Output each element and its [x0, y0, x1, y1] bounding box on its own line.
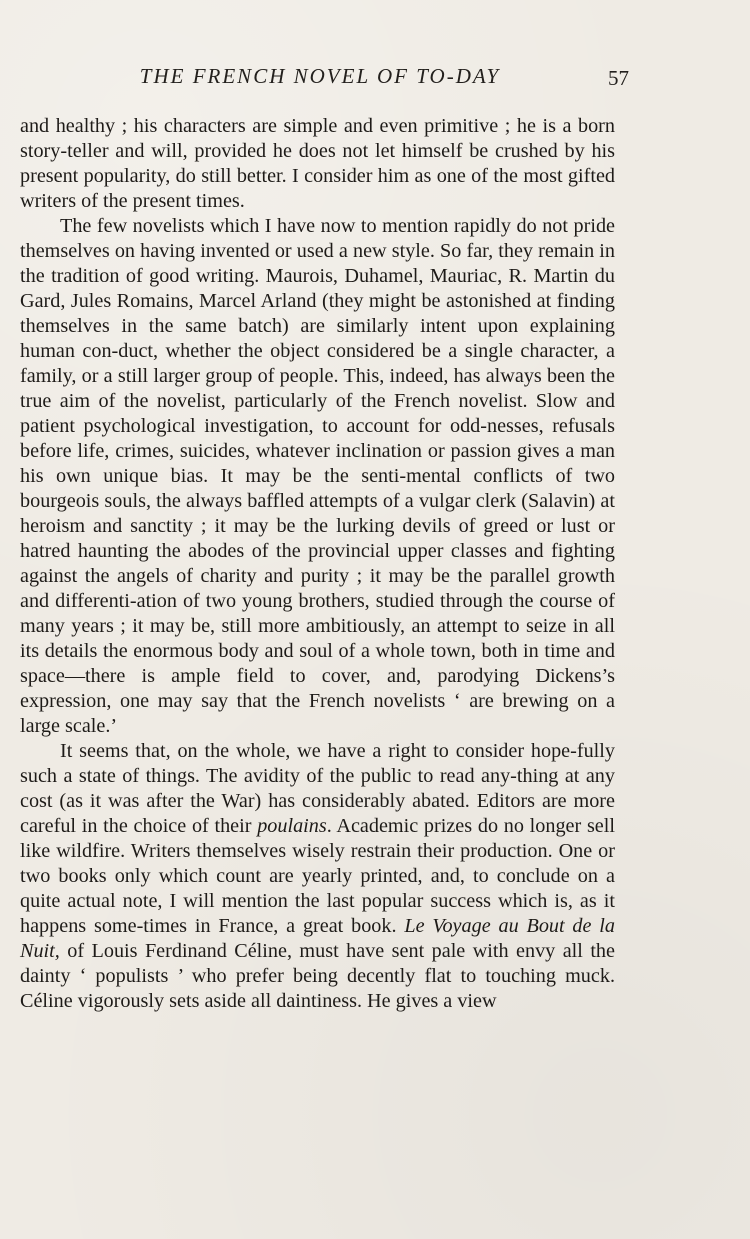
paragraph-3-text-c: of Louis Ferdinand Céline, must have sent pale with envy all the dainty ‘ populists ’ who prefer being decently flat to touching muck. Céline vigorously sets aside all daintiness. He gives a view [20, 940, 615, 1012]
paragraph-3 [20, 739, 615, 1014]
page-number: 57 [608, 66, 629, 90]
paragraph-3-italic-book-title: Le Voyage au Bout de la Nuit, [20, 915, 616, 962]
paragraph-1: and healthy ; his characters are simple and even primitive ; he is a born story-teller and will, provided he does not let himself be crushed by his present popularity, do still better. I consider him as one of the most gifted writers of the present times. [20, 115, 615, 212]
paragraph-3-text-b: . Academic prizes do no longer sell like wildfire. Writers themselves wisely restrain their production. One or two books only which count are yearly printed, and, to conclude on a quite actual note, I will mention the last popular success which is, as it happens some-times in France, a great book. [20, 815, 615, 937]
paragraph-3-text-a: It seems that, on the whole, we have a right to consider hope-fully such a state of things. The avidity of the public to read any-thing at any cost (as it was after the War) has considerably abated. Editors are more careful in the choice of their [20, 740, 615, 837]
paragraph-2: The few novelists which I have now to mention rapidly do not pride themselves on having invented or used a new style. So far, they remain in the tradition of good writing. Maurois, Duhamel, Mauriac, R. Martin du Gard, Jules Romains, Marcel Arland (they might be astonished at finding themselves in the same batch) are similarly intent upon explaining human con-duct, whether the object considered be a single character, a family, or a still larger group of people. This, indeed, has always been the true aim of the novelist, particularly of the French novelist. Slow and patient psychological investigation, to account for odd-nesses, refusals before life, crimes, suicides, whatever inclination or passion gives a man his own unique bias. It may be the senti-mental conflicts of two bourgeois souls, the always baffled attempts of a vulgar clerk (Salavin) at heroism and sanctity ; it may be the lurking devils of greed or lust or hatred haunting the abodes of the provincial upper classes and fighting against the angels of charity and purity ; it may be the parallel growth and differenti-ation of two young brothers, studied through the course of many years ; it may be, still more ambitiously, an attempt to seize in all its details the enormous body and soul of a whole town, both in time and space—there is ample field to cover, and, parodying Dickens’s expression, one may say that the French novelists ‘ are brewing on a large scale.’ [20, 215, 615, 737]
body-text [20, 114, 615, 1014]
page-header [0, 62, 750, 92]
running-title: THE FRENCH NOVEL OF TO-DAY [139, 64, 501, 88]
paragraph-3-italic-poulains: poulains [257, 815, 327, 837]
